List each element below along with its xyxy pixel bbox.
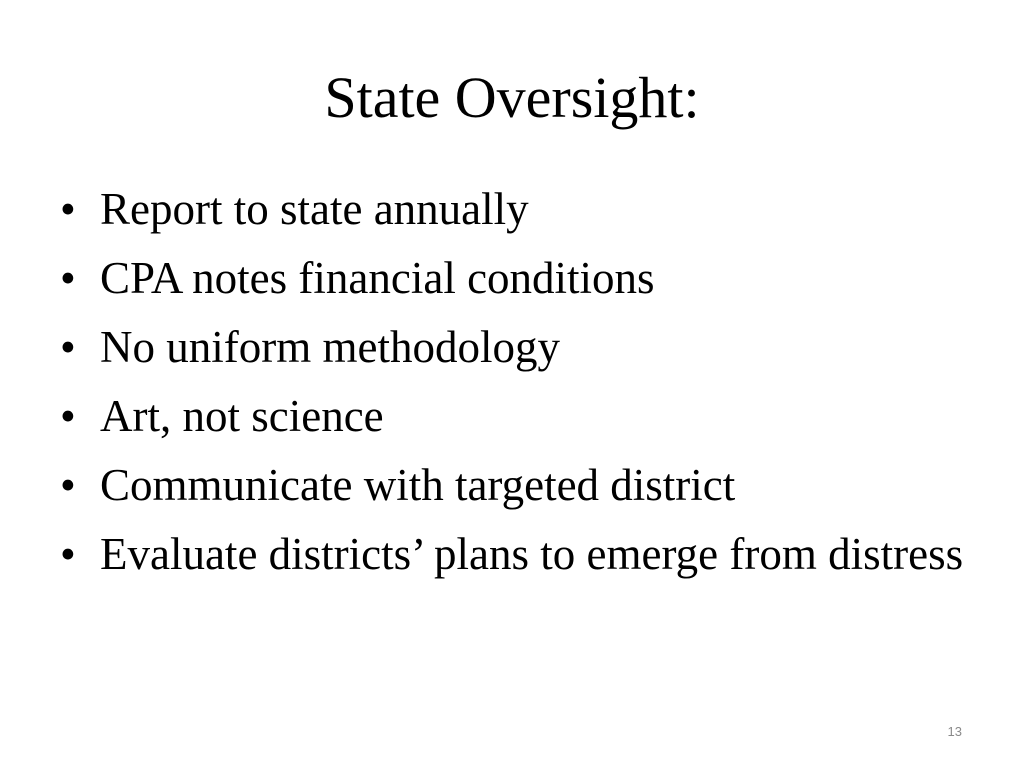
bullet-text: No uniform methodology — [100, 322, 560, 372]
bullet-list — [0, 182, 1024, 596]
bullet-text: Communicate with targeted district — [100, 460, 736, 510]
bullet-text: Art, not science — [100, 391, 384, 441]
bullet-text: Report to state annually — [100, 184, 529, 234]
slide-title: State Oversight: — [324, 65, 700, 130]
bullet-icon: • — [60, 529, 76, 579]
bullet-item — [0, 320, 1024, 374]
bullet-item — [0, 182, 1024, 236]
bullet-text: Evaluate districts’ plans to emerge from distress — [100, 529, 964, 579]
bullet-icon: • — [60, 184, 76, 234]
bullet-text: CPA notes financial conditions — [100, 253, 655, 303]
bullet-icon: • — [60, 391, 76, 441]
bullet-item — [0, 251, 1024, 305]
bullet-item — [0, 527, 1024, 581]
bullet-icon: • — [60, 460, 76, 510]
bullet-item — [0, 389, 1024, 443]
bullet-icon: • — [60, 253, 76, 303]
bullet-item — [0, 458, 1024, 512]
page-number: 13 — [947, 724, 962, 739]
bullet-icon: • — [60, 322, 76, 372]
